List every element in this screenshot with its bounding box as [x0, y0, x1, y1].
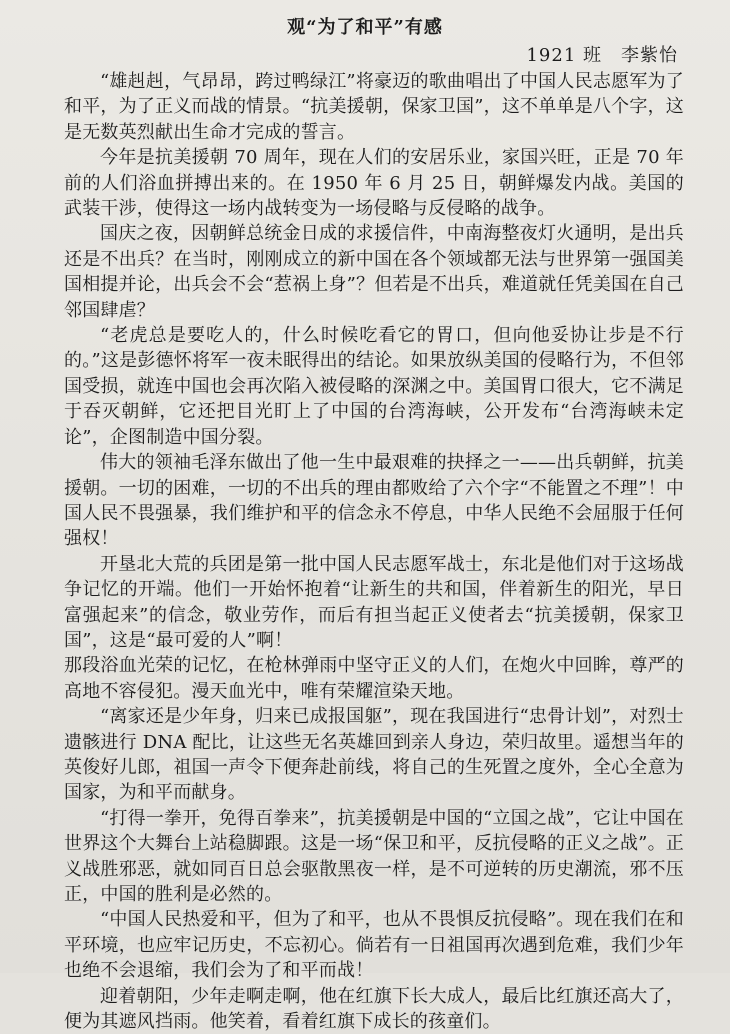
- paragraph: “离家还是少年身，归来已成报国躯”，现在我国进行“忠骨计划”，对烈士遗骸进行 DNA 配比，让这些无名英雄回到亲人身边，荣归故里。遥想当年的英俊好儿郎，祖国一声令下便奔赴前线，将自己的生死置之度外，全心全意为国家，为和平而献身。: [64, 706, 684, 804]
- paragraph: 国庆之夜，因朝鲜总统金日成的求援信件，中南海整夜灯火通明，是出兵还是不出兵？在当时，刚刚成立的新中国在各个领域都无法与世界第一强国美国相提并论，出兵会不会“惹祸上身”？但若是不出兵，难道就任凭美国在自己邻国肆虐？: [64, 223, 684, 321]
- paragraph: 伟大的领袖毛泽东做出了他一生中最艰难的抉择之一——出兵朝鲜，抗美援朝。一切的困难，一切的不出兵的理由都败给了六个字“不能置之不理”！中国人民不畏强暴，我们维护和平的信念永不停息，中华人民绝不会屈服于任何强权！: [64, 452, 684, 550]
- paragraph: 那段浴血光荣的记忆，在枪林弹雨中坚守正义的人们，在炮火中回眸，尊严的高地不容侵犯。漫天血光中，唯有荣耀渲染天地。: [64, 655, 684, 702]
- paragraph: 开垦北大荒的兵团是第一批中国人民志愿军战士，东北是他们对于这场战争记忆的开端。他们一开始怀抱着“让新生的共和国，伴着新生的阳光，早日富强起来”的信念，敬业劳作，而后有担当起正义使者去“抗美援朝，保家卫国”，这是“最可爱的人”啊！: [64, 553, 684, 651]
- paragraph: 今年是抗美援朝 70 周年，现在人们的安居乐业，家国兴旺，正是 70 年前的人们浴血拼搏出来的。在 1950 年 6 月 25 日，朝鲜爆发内战。美国的武装干涉，使得这一场内战转变为一场侵略与反侵略的战争。: [64, 147, 684, 220]
- essay-title: 观“为了和平”有感: [287, 17, 443, 38]
- paragraph: “打得一拳开，免得百拳来”，抗美援朝是中国的“立国之战”，它让中国在世界这个大舞台上站稳脚跟。这是一场“保卫和平，反抗侵略的正义之战”。正义战胜邪恶，就如同百日总会驱散黑夜一样，是不可逆转的历史潮流，邪不压正，中国的胜利是必然的。: [64, 807, 684, 905]
- paragraph: 迎着朝阳，少年走啊走啊，他在红旗下长大成人，最后比红旗还高大了，便为其遮风挡雨。他笑着，看着红旗下成长的孩童们。: [64, 985, 684, 1033]
- paragraph: “中国人民热爱和平，但为了和平，也从不畏惧反抗侵略”。现在我们在和平环境，也应牢记历史，不忘初心。倘若有一日祖国再次遇到危难，我们少年也绝不会退缩，我们会为了和平而战！: [64, 909, 684, 982]
- essay-body: [64, 69, 684, 1034]
- paragraph: “雄赳赳，气昂昂，跨过鸭绿江”将豪迈的歌曲唱出了中国人民志愿军为了和平，为了正义而战的情景。“抗美援朝，保家卫国”，这不单单是八个字，这是无数英烈献出生命才完成的誓言。: [64, 71, 684, 143]
- paragraph: “老虎总是要吃人的，什么时候吃看它的胃口，但向他妥协让步是不行的。”这是彭德怀将军一夜未眠得出的结论。如果放纵美国的侵略行为，不但邻国受损，就连中国也会再次陷入被侵略的深渊之中。美国胃口很大，它不满足于吞灭朝鲜，它还把目光盯上了中国的台湾海峡，公开发布“台湾海峡未定论”，企图制造中国分裂。: [64, 325, 684, 448]
- author-line: 1921 班 李紫怡: [526, 45, 678, 66]
